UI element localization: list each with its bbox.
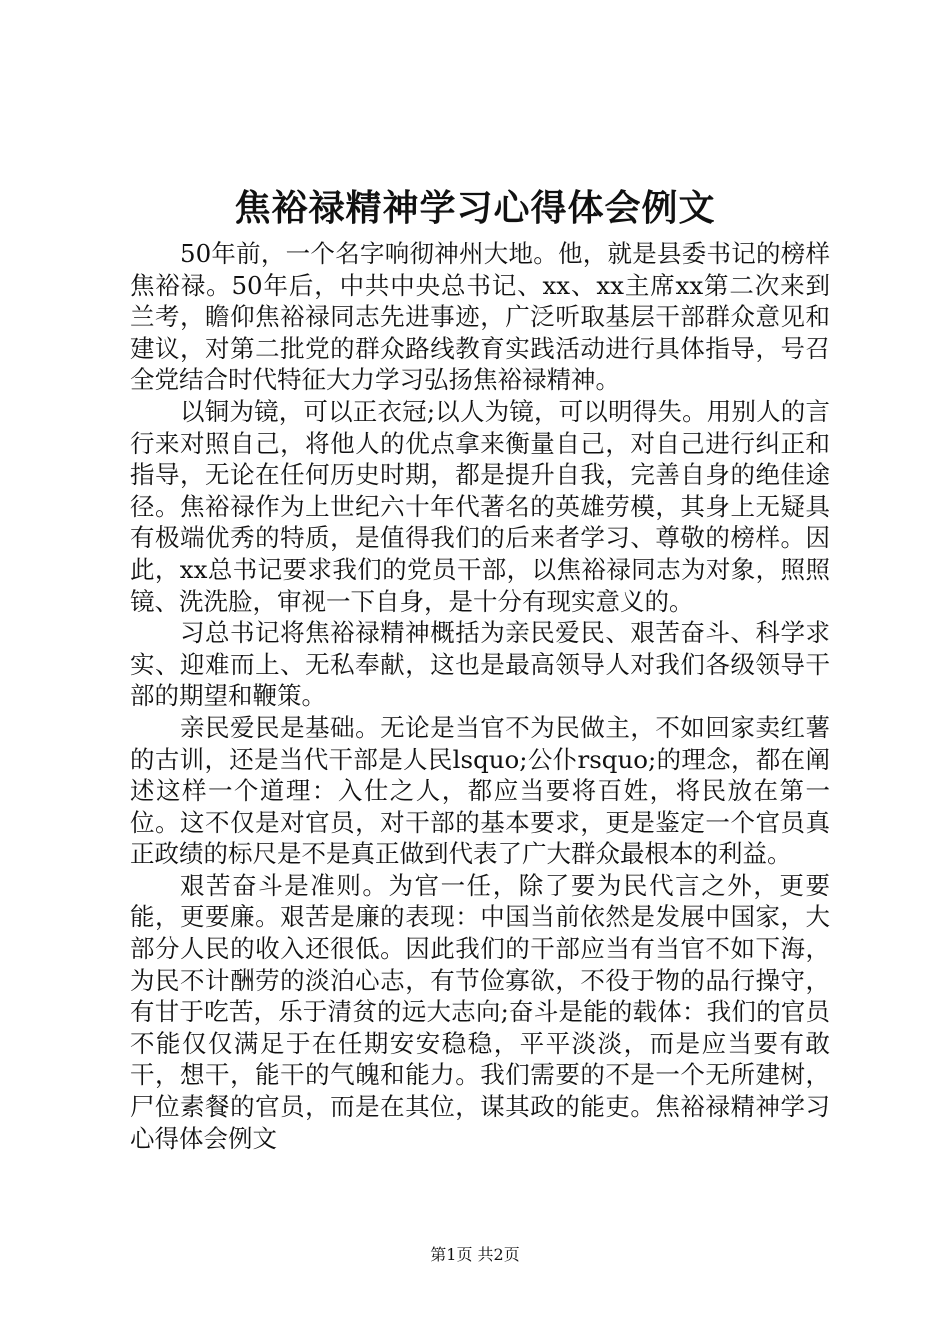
paragraph-4: 亲民爱民是基础。无论是当官不为民做主，不如回家卖红薯的古训，还是当代干部是人民lsquo;公仆rsquo;的理念，都在阐述这样一个道理：入仕之人，都应当要将百姓，将民放在第一位。这不仅是对官员，对干部的基本要求，更是鉴定一个官员真正政绩的标尺是不是真正做到代表了广大群众最根本的利益。 bbox=[130, 712, 830, 869]
document-body bbox=[130, 238, 830, 1154]
paragraph-1: 50年前，一个名字响彻神州大地。他，就是县委书记的榜样焦裕禄。50年后，中共中央总书记、xx、xx主席xx第二次来到兰考，瞻仰焦裕禄同志先进事迹，广泛听取基层干部群众意见和建议，对第二批党的群众路线教育实践活动进行具体指导，号召全党结合时代特征大力学习弘扬焦裕禄精神。 bbox=[130, 239, 830, 395]
paragraph-2: 以铜为镜，可以正衣冠;以人为镜，可以明得失。用别人的言行来对照自己，将他人的优点拿来衡量自己，对自己进行纠正和指导，无论在任何历史时期，都是提升自我，完善自身的绝佳途径。焦裕禄作为上世纪六十年代著名的英雄劳模，其身上无疑具有极端优秀的特质，是值得我们的后来者学习、尊敬的榜样。因此，xx总书记要求我们的党员干部，以焦裕禄同志为对象，照照镜、洗洗脸，审视一下自身，是十分有现实意义的。 bbox=[130, 396, 830, 616]
page-title: 焦裕禄精神学习心得体会例文 bbox=[234, 187, 716, 229]
paragraph-5: 艰苦奋斗是准则。为官一任，除了要为民代言之外，更要能，更要廉。艰苦是廉的表现：中国当前依然是发展中国家，大部分人民的收入还很低。因此我们的干部应当有当官不如下海，为民不计酬劳的淡泊心志，有节俭寡欲，不役于物的品行操守，有甘于吃苦，乐于清贫的远大志向;奋斗是能的载体：我们的官员不能仅仅满足于在任期安安稳稳，平平淡淡，而是应当要有敢干，想干，能干的气魄和能力。我们需要的不是一个无所建树，尸位素餐的官员，而是在其位，谋其政的能吏。焦裕禄精神学习心得体会例文 bbox=[130, 870, 830, 1153]
paragraph-3: 习总书记将焦裕禄精神概括为亲民爱民、艰苦奋斗、科学求实、迎难而上、无私奉献，这也是最高领导人对我们各级领导干部的期望和鞭策。 bbox=[130, 618, 830, 711]
page-number-footer: 第1页 共2页 bbox=[430, 1245, 520, 1264]
